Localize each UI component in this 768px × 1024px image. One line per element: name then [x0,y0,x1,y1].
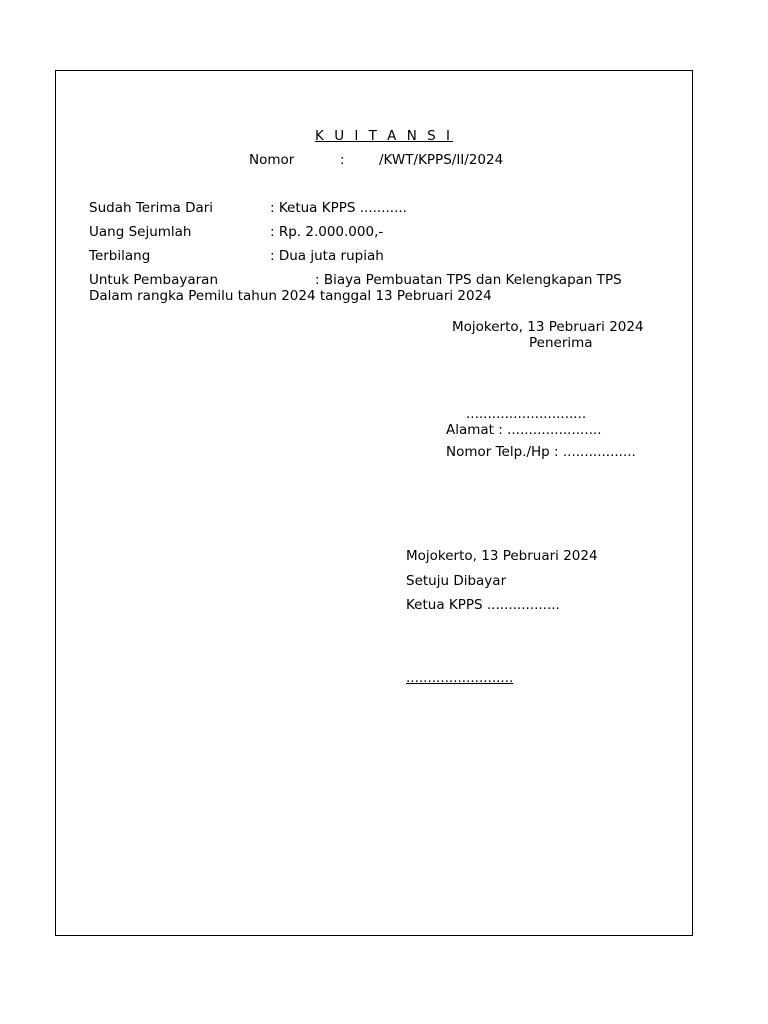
receiver-address: Alamat : ...................... [446,422,602,438]
field-label-untuk-pembayaran: Untuk Pembayaran [89,272,218,288]
nomor-colon: : [340,152,345,168]
approval-status: Setuju Dibayar [406,573,507,589]
field-label-uang-sejumlah: Uang Sejumlah [89,224,192,240]
field-value-terbilang: : Dua juta rupiah [270,248,384,264]
field-value-untuk-pembayaran: : Biaya Pembuatan TPS dan Kelengkapan TPS [315,272,622,288]
nomor-value: /KWT/KPPS/II/2024 [379,152,504,168]
field-label-terbilang: Terbilang [89,248,151,264]
receiver-place-date: Mojokerto, 13 Pebruari 2024 [452,319,644,335]
payment-continuation: Dalam rangka Pemilu tahun 2024 tanggal 13 Pebruari 2024 [89,288,492,304]
nomor-label: Nomor [249,152,295,168]
receiver-name-line: ............................ [466,406,587,422]
field-value-sudah-terima-dari: : Ketua KPPS ........... [270,200,407,216]
approval-signature-line: ......................... [406,670,514,686]
approval-place-date: Mojokerto, 13 Pebruari 2024 [406,548,598,564]
receiver-phone: Nomor Telp./Hp : ................. [446,444,636,460]
receiver-role: Penerima [529,335,593,351]
approval-role: Ketua KPPS ................. [406,597,560,613]
field-label-sudah-terima-dari: Sudah Terima Dari [89,200,214,216]
field-value-uang-sejumlah: : Rp. 2.000.000,- [270,224,384,240]
receipt-title: K U I T A N S I [315,128,453,144]
